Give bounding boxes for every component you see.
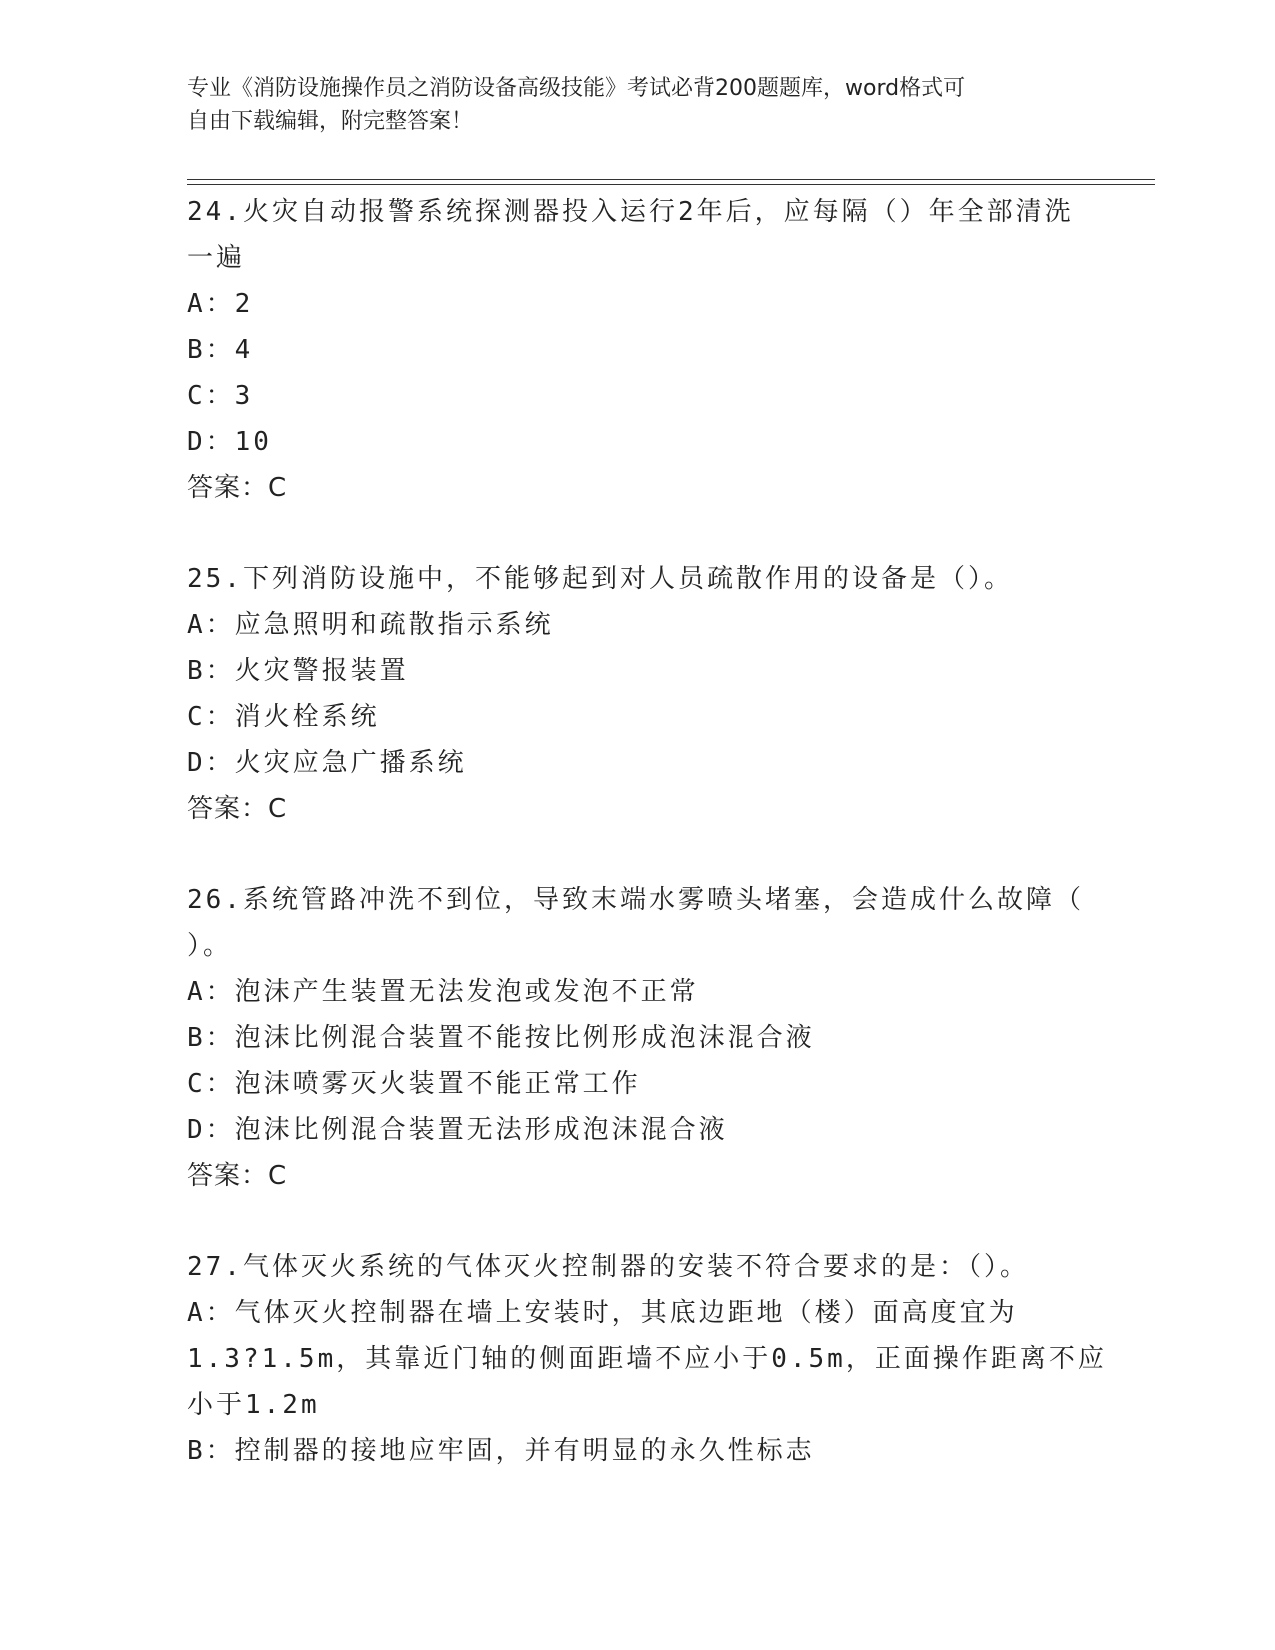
header-line-2: 自由下载编辑，附完整答案！ <box>187 109 474 134</box>
option-c: C：消火栓系统 <box>187 702 380 732</box>
option-c: C：泡沫喷雾灭火装置不能正常工作 <box>187 1069 641 1099</box>
option-a-continued: 小于1.2m <box>187 1390 320 1420</box>
option-c: C：3 <box>187 381 254 411</box>
option-a: A：泡沫产生装置无法发泡或发泡不正常 <box>187 977 699 1007</box>
header-divider-top <box>187 179 1155 180</box>
document-header <box>187 72 1087 138</box>
option-b: B：泡沫比例混合装置不能按比例形成泡沫混合液 <box>187 1023 815 1053</box>
question-block <box>187 1244 1107 1474</box>
answer-text: 答案：C <box>187 794 288 824</box>
header-divider-bottom <box>187 184 1155 185</box>
option-a: A：2 <box>187 289 254 319</box>
option-d: D：泡沫比例混合装置无法形成泡沫混合液 <box>187 1115 728 1145</box>
question-stem: 27.气体灭火系统的气体灭火控制器的安装不符合要求的是：（）。 <box>187 1252 1029 1282</box>
question-stem: 25.下列消防设施中，不能够起到对人员疏散作用的设备是（）。 <box>187 564 1013 594</box>
answer-text: 答案：C <box>187 473 288 503</box>
option-a: A：气体灭火控制器在墙上安装时，其底边距地（楼）面高度宜为 <box>187 1298 1018 1328</box>
question-block <box>187 556 1087 832</box>
option-b: B：4 <box>187 335 254 365</box>
option-d: D：火灾应急广播系统 <box>187 748 467 778</box>
header-line-1: 专业《消防设施操作员之消防设备高级技能》考试必背200题题库，word格式可 <box>187 76 966 101</box>
option-a-continued: 1.3?1.5m，其靠近门轴的侧面距墙不应小于0.5m，正面操作距离不应 <box>187 1344 1107 1374</box>
question-list <box>187 189 1107 1474</box>
option-b: B：控制器的接地应牢固，并有明显的永久性标志 <box>187 1436 815 1466</box>
question-stem: 26.系统管路冲洗不到位，导致末端水雾喷头堵塞，会造成什么故障（ <box>187 885 1084 915</box>
question-block <box>187 189 1087 511</box>
option-b: B：火灾警报装置 <box>187 656 409 686</box>
option-d: D：10 <box>187 427 272 457</box>
question-stem: 一遍 <box>187 243 246 273</box>
answer-text: 答案：C <box>187 1161 288 1191</box>
option-a: A：应急照明和疏散指示系统 <box>187 610 554 640</box>
question-block <box>187 877 1087 1199</box>
question-stem: ）。 <box>187 931 233 961</box>
question-stem: 24.火灾自动报警系统探测器投入运行2年后，应每隔（）年全部清洗 <box>187 197 1074 227</box>
